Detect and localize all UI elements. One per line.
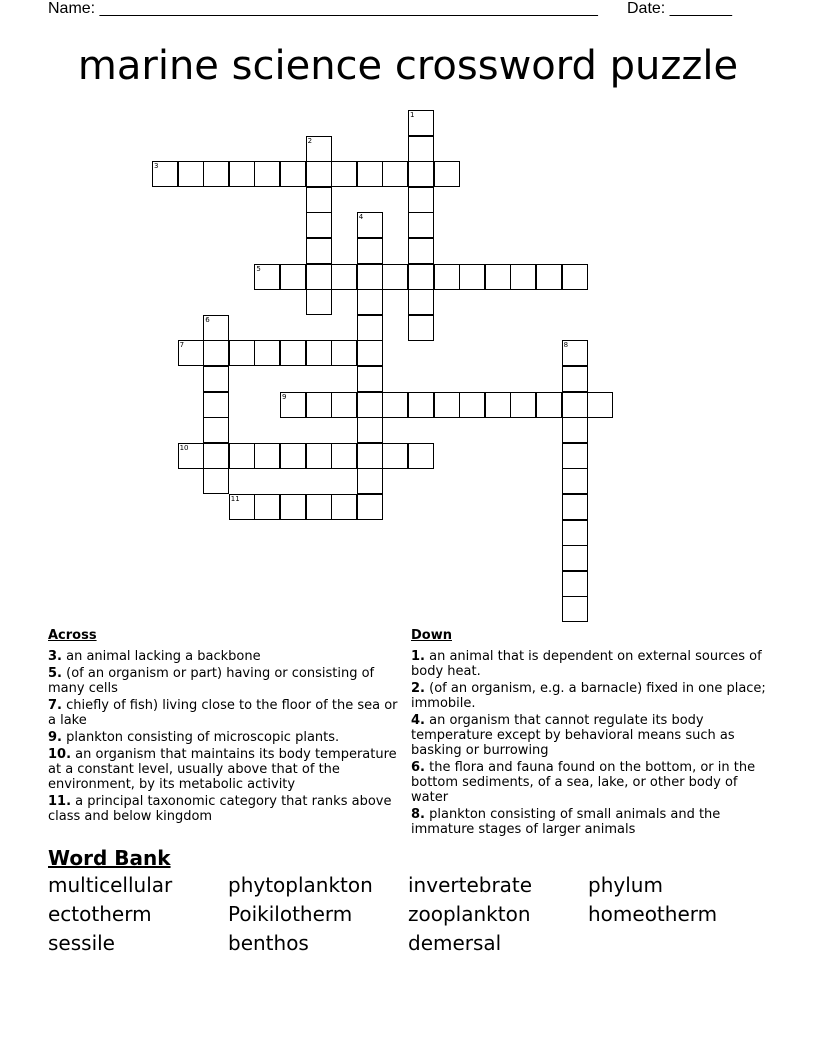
- grid-cell[interactable]: [357, 238, 383, 264]
- grid-cell[interactable]: [408, 110, 434, 136]
- clue-across-7: [48, 698, 400, 728]
- clue-across-11: [48, 794, 400, 824]
- grid-cell[interactable]: [408, 315, 434, 341]
- clue-text: an organism that cannot regulate its body temperature except by behavioral means such as basking or burrowing: [411, 713, 735, 758]
- word-bank-item: phytoplankton: [228, 873, 373, 897]
- grid-cell[interactable]: [382, 264, 408, 290]
- grid-cell[interactable]: [434, 392, 460, 418]
- clue-text: the flora and fauna found on the bottom, or in the bottom sediments, of a sea, lake, or other body of water: [411, 760, 756, 805]
- grid-cell[interactable]: [510, 392, 536, 418]
- word-bank-item: demersal: [408, 931, 502, 955]
- grid-cell[interactable]: [357, 494, 383, 520]
- clue-number: 11.: [48, 794, 72, 809]
- grid-cell[interactable]: [178, 340, 204, 366]
- grid-cell[interactable]: [203, 366, 229, 392]
- word-bank-item: zooplankton: [408, 902, 531, 926]
- grid-cell[interactable]: [562, 366, 588, 392]
- clue-down-4: [411, 713, 771, 758]
- word-bank-title: Word Bank: [48, 846, 171, 870]
- grid-cell[interactable]: [562, 340, 588, 366]
- clue-number: 10.: [48, 747, 72, 762]
- grid-cell[interactable]: [408, 161, 434, 187]
- grid-cell[interactable]: [357, 468, 383, 494]
- across-heading: Across: [48, 628, 97, 643]
- grid-cell[interactable]: [408, 212, 434, 238]
- grid-cell[interactable]: [536, 264, 562, 290]
- grid-cell[interactable]: [357, 417, 383, 443]
- word-bank-item: ectotherm: [48, 902, 152, 926]
- grid-cell[interactable]: [229, 443, 255, 469]
- grid-cell[interactable]: [203, 340, 229, 366]
- grid-cell[interactable]: [434, 161, 460, 187]
- grid-cell[interactable]: [306, 289, 332, 315]
- grid-cell[interactable]: [331, 161, 357, 187]
- grid-cell[interactable]: [306, 187, 332, 213]
- grid-cell[interactable]: [562, 596, 588, 622]
- grid-cell[interactable]: [331, 494, 357, 520]
- grid-cell[interactable]: [306, 212, 332, 238]
- grid-cell[interactable]: [331, 392, 357, 418]
- clue-text: chiefly of fish) living close to the floor of the sea or a lake: [48, 698, 398, 728]
- word-bank-item: phylum: [588, 873, 663, 897]
- clue-number: 4.: [411, 713, 425, 728]
- grid-cell[interactable]: [408, 187, 434, 213]
- cell-number: 11: [230, 495, 240, 503]
- clue-text: an organism that maintains its body temperature at a constant level, usually above that of the environment, by its metabolic activity: [48, 747, 397, 792]
- clue-text: an animal that is dependent on external sources of body heat.: [411, 649, 762, 679]
- grid-cell[interactable]: [203, 392, 229, 418]
- clue-across-10: [48, 747, 400, 792]
- grid-cell[interactable]: [306, 136, 332, 162]
- grid-cell[interactable]: [459, 392, 485, 418]
- grid-cell[interactable]: [357, 392, 383, 418]
- grid-cell[interactable]: [382, 392, 408, 418]
- grid-cell[interactable]: [306, 264, 332, 290]
- grid-cell[interactable]: [510, 264, 536, 290]
- grid-cell[interactable]: [331, 443, 357, 469]
- cell-number: 8: [563, 341, 569, 350]
- grid-cell[interactable]: [382, 161, 408, 187]
- grid-cell[interactable]: [459, 264, 485, 290]
- word-bank-item: homeotherm: [588, 902, 718, 926]
- grid-cell[interactable]: [306, 443, 332, 469]
- word-bank-item: Poikilotherm: [228, 902, 353, 926]
- clue-number: 2.: [411, 681, 425, 696]
- grid-cell[interactable]: [485, 392, 511, 418]
- grid-cell[interactable]: [306, 392, 332, 418]
- grid-cell[interactable]: [306, 340, 332, 366]
- word-bank-item: invertebrate: [408, 873, 533, 897]
- cell-number: 3: [154, 162, 159, 171]
- grid-cell[interactable]: [562, 392, 588, 418]
- clue-across-5: [48, 666, 400, 696]
- cell-number: 5: [256, 264, 261, 273]
- grid-cell[interactable]: [562, 520, 588, 546]
- grid-cell[interactable]: [203, 468, 229, 494]
- clue-number: 8.: [411, 807, 425, 822]
- grid-cell[interactable]: [229, 494, 255, 520]
- grid-cell[interactable]: [280, 443, 306, 469]
- grid-cell[interactable]: [152, 161, 178, 187]
- cell-number: 10: [179, 443, 189, 452]
- clue-across-9: [48, 730, 400, 745]
- cell-number: 9: [282, 392, 287, 401]
- word-bank: [48, 873, 768, 956]
- clue-number: 9.: [48, 730, 62, 745]
- grid-cell[interactable]: [203, 417, 229, 443]
- grid-cell[interactable]: [178, 161, 204, 187]
- clue-number: 7.: [48, 698, 62, 713]
- clue-text: plankton consisting of small animals and the immature stages of larger animals: [411, 807, 721, 837]
- word-bank-item: multicellular: [48, 873, 173, 897]
- grid-cell[interactable]: [562, 417, 588, 443]
- grid-cell[interactable]: [357, 315, 383, 341]
- clue-text: a principal taxonomic category that ranks above class and below kingdom: [48, 794, 392, 824]
- clue-down-8: [411, 807, 771, 837]
- grid-cell[interactable]: [408, 264, 434, 290]
- name-field[interactable]: Name: ________________________________________________________: [48, 0, 598, 17]
- grid-cell[interactable]: [357, 161, 383, 187]
- grid-cell[interactable]: [408, 443, 434, 469]
- clue-text: (of an organism or part) having or consisting of many cells: [48, 666, 375, 696]
- grid-cell[interactable]: [357, 264, 383, 290]
- grid-cell[interactable]: [306, 238, 332, 264]
- grid-cell[interactable]: [280, 264, 306, 290]
- grid-cell[interactable]: [408, 289, 434, 315]
- grid-cell[interactable]: [562, 443, 588, 469]
- word-bank-item: sessile: [48, 931, 115, 955]
- grid-cell[interactable]: [254, 494, 280, 520]
- grid-cell[interactable]: [254, 264, 280, 290]
- cell-number: 7: [179, 341, 185, 350]
- clue-number: 1.: [411, 649, 425, 664]
- grid-cell[interactable]: [203, 443, 229, 469]
- grid-cell[interactable]: [562, 545, 588, 571]
- grid-cell[interactable]: [382, 443, 408, 469]
- grid-cell[interactable]: [587, 392, 613, 418]
- clue-text: an animal lacking a backbone: [66, 649, 261, 664]
- clue-text: (of an organism, e.g. a barnacle) fixed in one place; immobile.: [411, 681, 766, 711]
- grid-cell[interactable]: [562, 264, 588, 290]
- grid-cell[interactable]: [280, 340, 306, 366]
- grid-cell[interactable]: [254, 161, 280, 187]
- clue-down-2: [411, 681, 771, 711]
- grid-cell[interactable]: [229, 161, 255, 187]
- grid-cell[interactable]: [434, 264, 460, 290]
- clue-number: 3.: [48, 649, 62, 664]
- across-clues: [48, 628, 400, 826]
- clue-text: plankton consisting of microscopic plants.: [66, 730, 340, 745]
- grid-cell[interactable]: [229, 340, 255, 366]
- grid-cell[interactable]: [178, 443, 204, 469]
- grid-cell[interactable]: [536, 392, 562, 418]
- clue-number: 5.: [48, 666, 62, 681]
- grid-cell[interactable]: [562, 571, 588, 597]
- clue-number: 6.: [411, 760, 425, 775]
- grid-cell[interactable]: [280, 392, 306, 418]
- grid-cell[interactable]: [331, 340, 357, 366]
- clue-down-6: [411, 760, 771, 805]
- grid-cell[interactable]: [562, 468, 588, 494]
- grid-cell[interactable]: [408, 392, 434, 418]
- cell-number: 6: [205, 315, 210, 324]
- grid-cell[interactable]: [408, 136, 434, 162]
- grid-cell[interactable]: [254, 340, 280, 366]
- down-clues: [411, 628, 771, 839]
- cell-number: 2: [307, 136, 313, 145]
- down-heading: Down: [411, 628, 452, 643]
- clue-down-1: [411, 649, 771, 679]
- grid-cell[interactable]: [357, 212, 383, 238]
- date-field[interactable]: Date: _______: [627, 0, 732, 17]
- grid-cell[interactable]: [357, 289, 383, 315]
- grid-cell[interactable]: [408, 238, 434, 264]
- word-bank-item: benthos: [228, 931, 309, 955]
- grid-cell[interactable]: [331, 264, 357, 290]
- grid-cell[interactable]: [203, 315, 229, 341]
- grid-cell[interactable]: [485, 264, 511, 290]
- page-title: marine science crossword puzzle: [77, 43, 739, 89]
- grid-cell[interactable]: [306, 161, 332, 187]
- grid-cell[interactable]: [280, 494, 306, 520]
- clue-across-3: [48, 649, 400, 664]
- grid-cell[interactable]: [357, 340, 383, 366]
- grid-cell[interactable]: [357, 366, 383, 392]
- grid-cell[interactable]: [254, 443, 280, 469]
- grid-cell[interactable]: [280, 161, 306, 187]
- cell-number: 4: [358, 213, 364, 222]
- grid-cell[interactable]: [203, 161, 229, 187]
- cell-number: 1: [410, 111, 415, 119]
- grid-cell[interactable]: [357, 443, 383, 469]
- grid-cell[interactable]: [562, 494, 588, 520]
- grid-cell[interactable]: [306, 494, 332, 520]
